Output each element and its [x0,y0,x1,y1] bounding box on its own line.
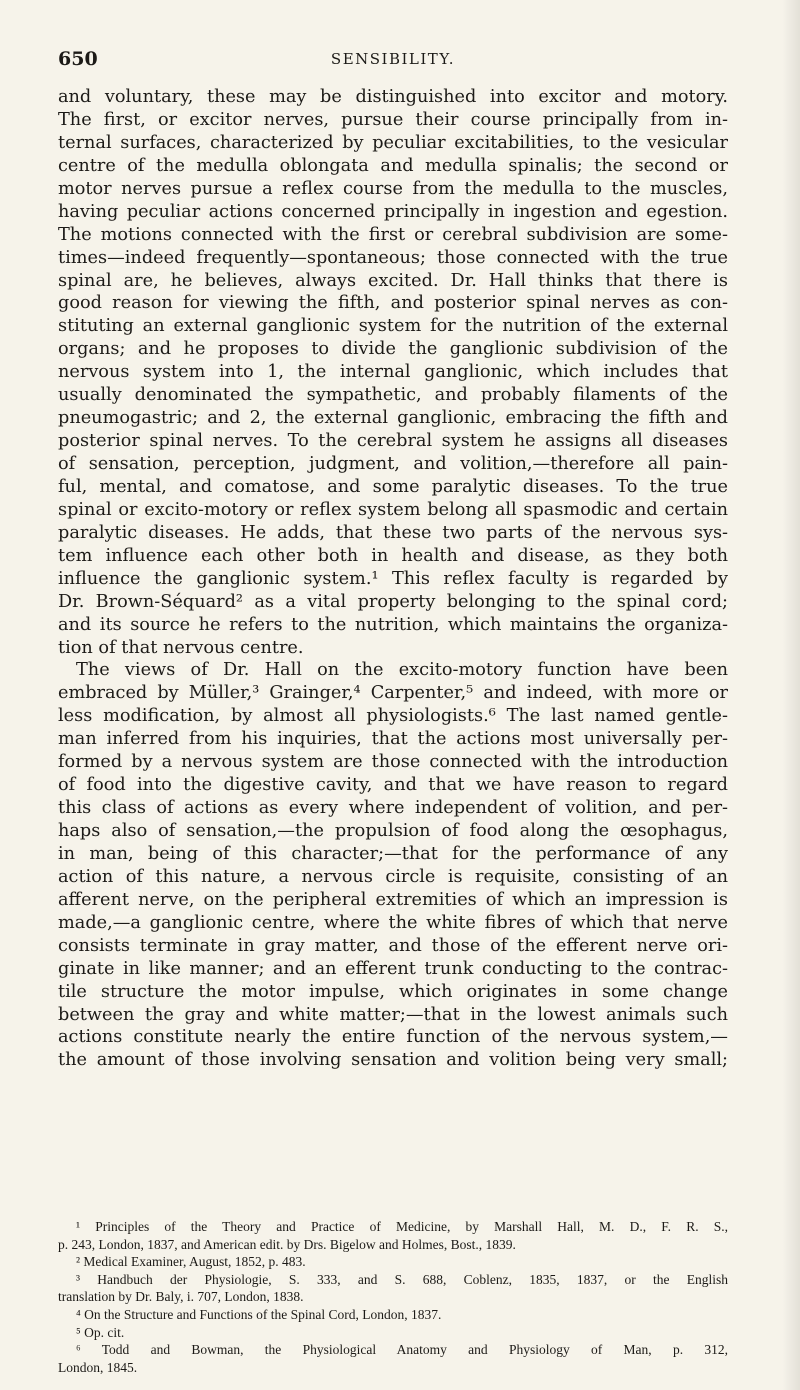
text-line: afferent nerve, on the peripheral extremities of which an impression is [58,889,728,910]
text-line: this class of actions as every where independent of volition, and per- [58,798,728,819]
footnote-line: ¹ Principles of the Theory and Practice of Medicine, by Marshall Hall, M. D., F. R. S., [76,1219,728,1234]
text-line: the amount of those involving sensation and volition being very small; [58,1050,728,1071]
text-line: less modification, by almost all physiologists.⁶ The last named gentle- [58,706,728,727]
text-line: consists terminate in gray matter, and those of the efferent nerve ori- [58,935,728,956]
text-line: stituting an external ganglionic system for the nutrition of the external [58,316,728,337]
text-line: The first, or excitor nerves, pursue their course principally from in- [58,109,728,130]
text-line: spinal or excito-motory or reflex system belong all spasmodic and certain [58,499,728,520]
text-line: The motions connected with the first or cerebral subdivision are some- [58,224,728,245]
footnote-line: p. 243, London, 1837, and American edit. by Drs. Bigelow and Holmes, Bost., 1839. [58,1236,516,1252]
text-line: haps also of sensation,—the propulsion of food along the œsophagus, [58,821,728,841]
footnote-line: ⁶ Todd and Bowman, the Physiological Anatomy and Physiology of Man, p. 312, [76,1342,728,1358]
text-line: nervous system into 1, the internal ganglionic, which includes that [58,362,728,383]
text-line: having peculiar actions concerned principally in ingestion and egestion. [58,201,728,222]
page-header [58,48,728,74]
body-text [58,86,728,1072]
text-line: action of this nature, a nervous circle is requisite, consisting of an [58,866,728,887]
text-line: in man, being of this character;—that for the performance of any [58,843,728,864]
text-line: of sensation, perception, judgment, and volition,—therefore all pain- [58,454,728,474]
footnote-line: translation by Dr. Baly, i. 707, London, 1838. [58,1289,304,1305]
text-line: ful, mental, and comatose, and some paralytic diseases. To the true [58,476,728,497]
text-line: tem influence each other both in health and disease, as they both [58,545,728,566]
text-line: The views of Dr. Hall on the excito-motory function have been [76,660,728,681]
text-line: times—indeed frequently—spontaneous; those connected with the true [58,247,728,268]
text-line: paralytic diseases. He adds, that these two parts of the nervous sys- [58,522,728,543]
text-line: pneumogastric; and 2, the external ganglionic, embracing the fifth and [58,408,728,429]
text-line: tion of that nervous centre. [58,637,304,658]
text-line: motor nerves pursue a reflex course from the medulla to the muscles, [58,178,728,199]
text-line: embraced by Müller,³ Grainger,⁴ Carpenter,⁵ and indeed, with more or [58,683,728,704]
text-line: between the gray and white matter;—that in the lowest animals such [58,1004,728,1025]
page-number: 650 [58,48,98,70]
text-line: made,—a ganglionic centre, where the white fibres of which that nerve [58,912,728,933]
text-line: actions constitute nearly the entire function of the nervous system,— [58,1027,728,1048]
text-line: tile structure the motor impulse, which originates in some change [58,981,728,1002]
footnote-line: London, 1845. [58,1359,138,1375]
text-line: of food into the digestive cavity, and that we have reason to regard [58,775,728,796]
footnote-line: ⁵ Op. cit. [76,1324,125,1340]
text-line: man inferred from his inquiries, that the actions most universally per- [58,729,728,750]
running-title: SENSIBILITY. [330,50,456,68]
text-line: ginate in like manner; and an efferent trunk conducting to the contrac- [58,958,728,979]
page-edge-shadow [782,0,800,1390]
text-line: posterior spinal nerves. To the cerebral system he assigns all diseases [58,431,728,452]
text-line: good reason for viewing the fifth, and posterior spinal nerves as con- [58,293,728,314]
text-line: spinal are, he believes, always excited. Dr. Hall thinks that there is [58,270,728,291]
text-line: influence the ganglionic system.¹ This reflex faculty is regarded by [58,568,728,589]
text-line: formed by a nervous system are those connected with the introduction [58,752,728,773]
footnotes [58,1218,728,1376]
footnote-line: ² Medical Examiner, August, 1852, p. 483. [76,1254,306,1270]
text-line: organs; and he proposes to divide the ganglionic subdivision of the [58,339,728,360]
text-line: centre of the medulla oblongata and medulla spinalis; the second or [58,155,728,176]
text-line: usually denominated the sympathetic, and probably filaments of the [58,385,728,406]
text-line: and its source he refers to the nutrition, which maintains the organiza- [58,614,728,635]
text-line: and voluntary, these may be distinguished into excitor and motory. [58,87,728,107]
footnote-line: ³ Handbuch der Physiologie, S. 333, and S. 688, Coblenz, 1835, 1837, or the English [76,1271,728,1287]
footnote-line: ⁴ On the Structure and Functions of the Spinal Cord, London, 1837. [76,1306,442,1322]
text-line: ternal surfaces, characterized by peculiar excitabilities, to the vesicular [58,132,728,153]
text-line: Dr. Brown-Séquard² as a vital property belonging to the spinal cord; [58,591,728,612]
